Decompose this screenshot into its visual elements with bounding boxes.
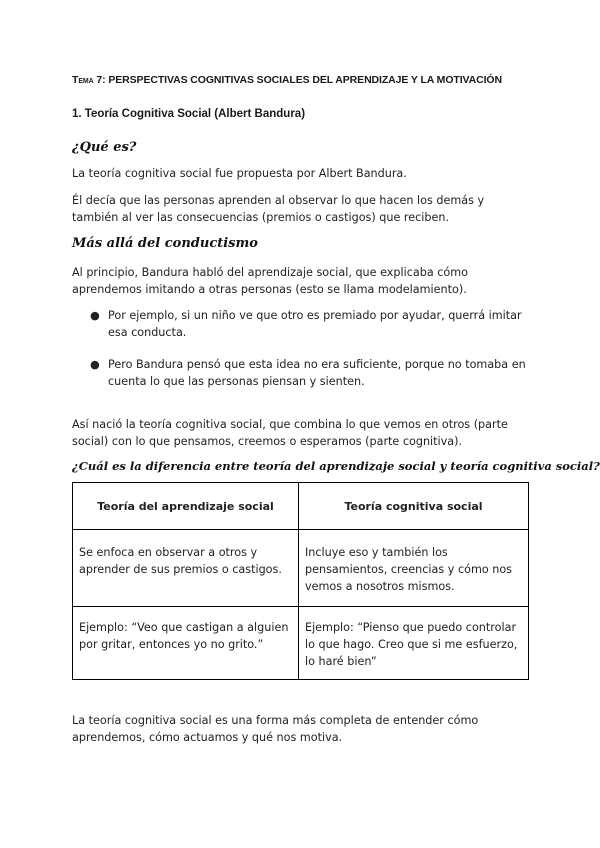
table-header-row xyxy=(73,483,529,530)
table-cell: Ejemplo: “Veo que castigan a alguien por gritar, entonces yo no grito.” xyxy=(73,607,299,680)
table-row xyxy=(73,530,529,607)
table-header-cell: Teoría cognitiva social xyxy=(299,483,529,530)
conductismo-heading: Más allá del conductismo xyxy=(72,236,258,251)
table-header-cell: Teoría del aprendizaje social xyxy=(73,483,299,530)
table-cell: Incluye eso y también los pensamientos, creencias y cómo nos vemos a nosotros mismos. xyxy=(299,530,529,607)
diferencia-heading: ¿Cuál es la diferencia entre teoría del aprendizaje social y teoría cognitiva social? xyxy=(72,459,600,473)
closing-paragraph: La teoría cognitiva social es una forma más completa de entender cómo aprendemos, cómo actuamos y qué nos motiva. xyxy=(72,714,479,744)
que-es-paragraph-2: Él decía que las personas aprenden al observar lo que hacen los demás y también al ver las consecuencias (premios o castigos) que reciben. xyxy=(72,194,485,224)
bullet-text: Pero Bandura pensó que esta idea no era suficiente, porque no tomaba en cuenta lo que las personas piensan y sienten. xyxy=(108,358,526,388)
section-heading: 1. Teoría Cognitiva Social (Albert Bandura) xyxy=(72,108,306,120)
comparison-table xyxy=(72,482,529,680)
table-cell: Ejemplo: “Pienso que puedo controlar lo que hago. Creo que si me esfuerzo, lo haré bien” xyxy=(299,607,529,680)
table-row xyxy=(73,607,529,680)
bullet-item-2 xyxy=(90,356,528,390)
document-title xyxy=(72,74,532,86)
bullet-icon: ● xyxy=(90,309,100,322)
table-cell: Se enfoca en observar a otros y aprender de sus premios o castigos. xyxy=(73,530,299,607)
bullet-text: Por ejemplo, si un niño ve que otro es premiado por ayudar, querrá imitar esa conducta. xyxy=(108,309,522,339)
document-title-text: PERSPECTIVAS COGNITIVAS SOCIALES DEL APRENDIZAJE Y LA MOTIVACIÓN xyxy=(105,74,502,86)
conductismo-conclusion: Así nació la teoría cognitiva social, que combina lo que vemos en otros (parte social) con lo que pensamos, creemos o esperamos (parte cognitiva). xyxy=(72,418,508,448)
que-es-paragraph-1: La teoría cognitiva social fue propuesta por Albert Bandura. xyxy=(72,167,407,180)
document-title-prefix: Tema 7: xyxy=(72,74,106,86)
que-es-heading: ¿Qué es? xyxy=(72,140,137,155)
bullet-item-1 xyxy=(90,307,528,341)
conductismo-intro: Al principio, Bandura habló del aprendizaje social, que explicaba cómo aprendemos imitando a otras personas (esto se llama modelamiento). xyxy=(72,266,468,296)
bullet-icon: ● xyxy=(90,358,100,371)
